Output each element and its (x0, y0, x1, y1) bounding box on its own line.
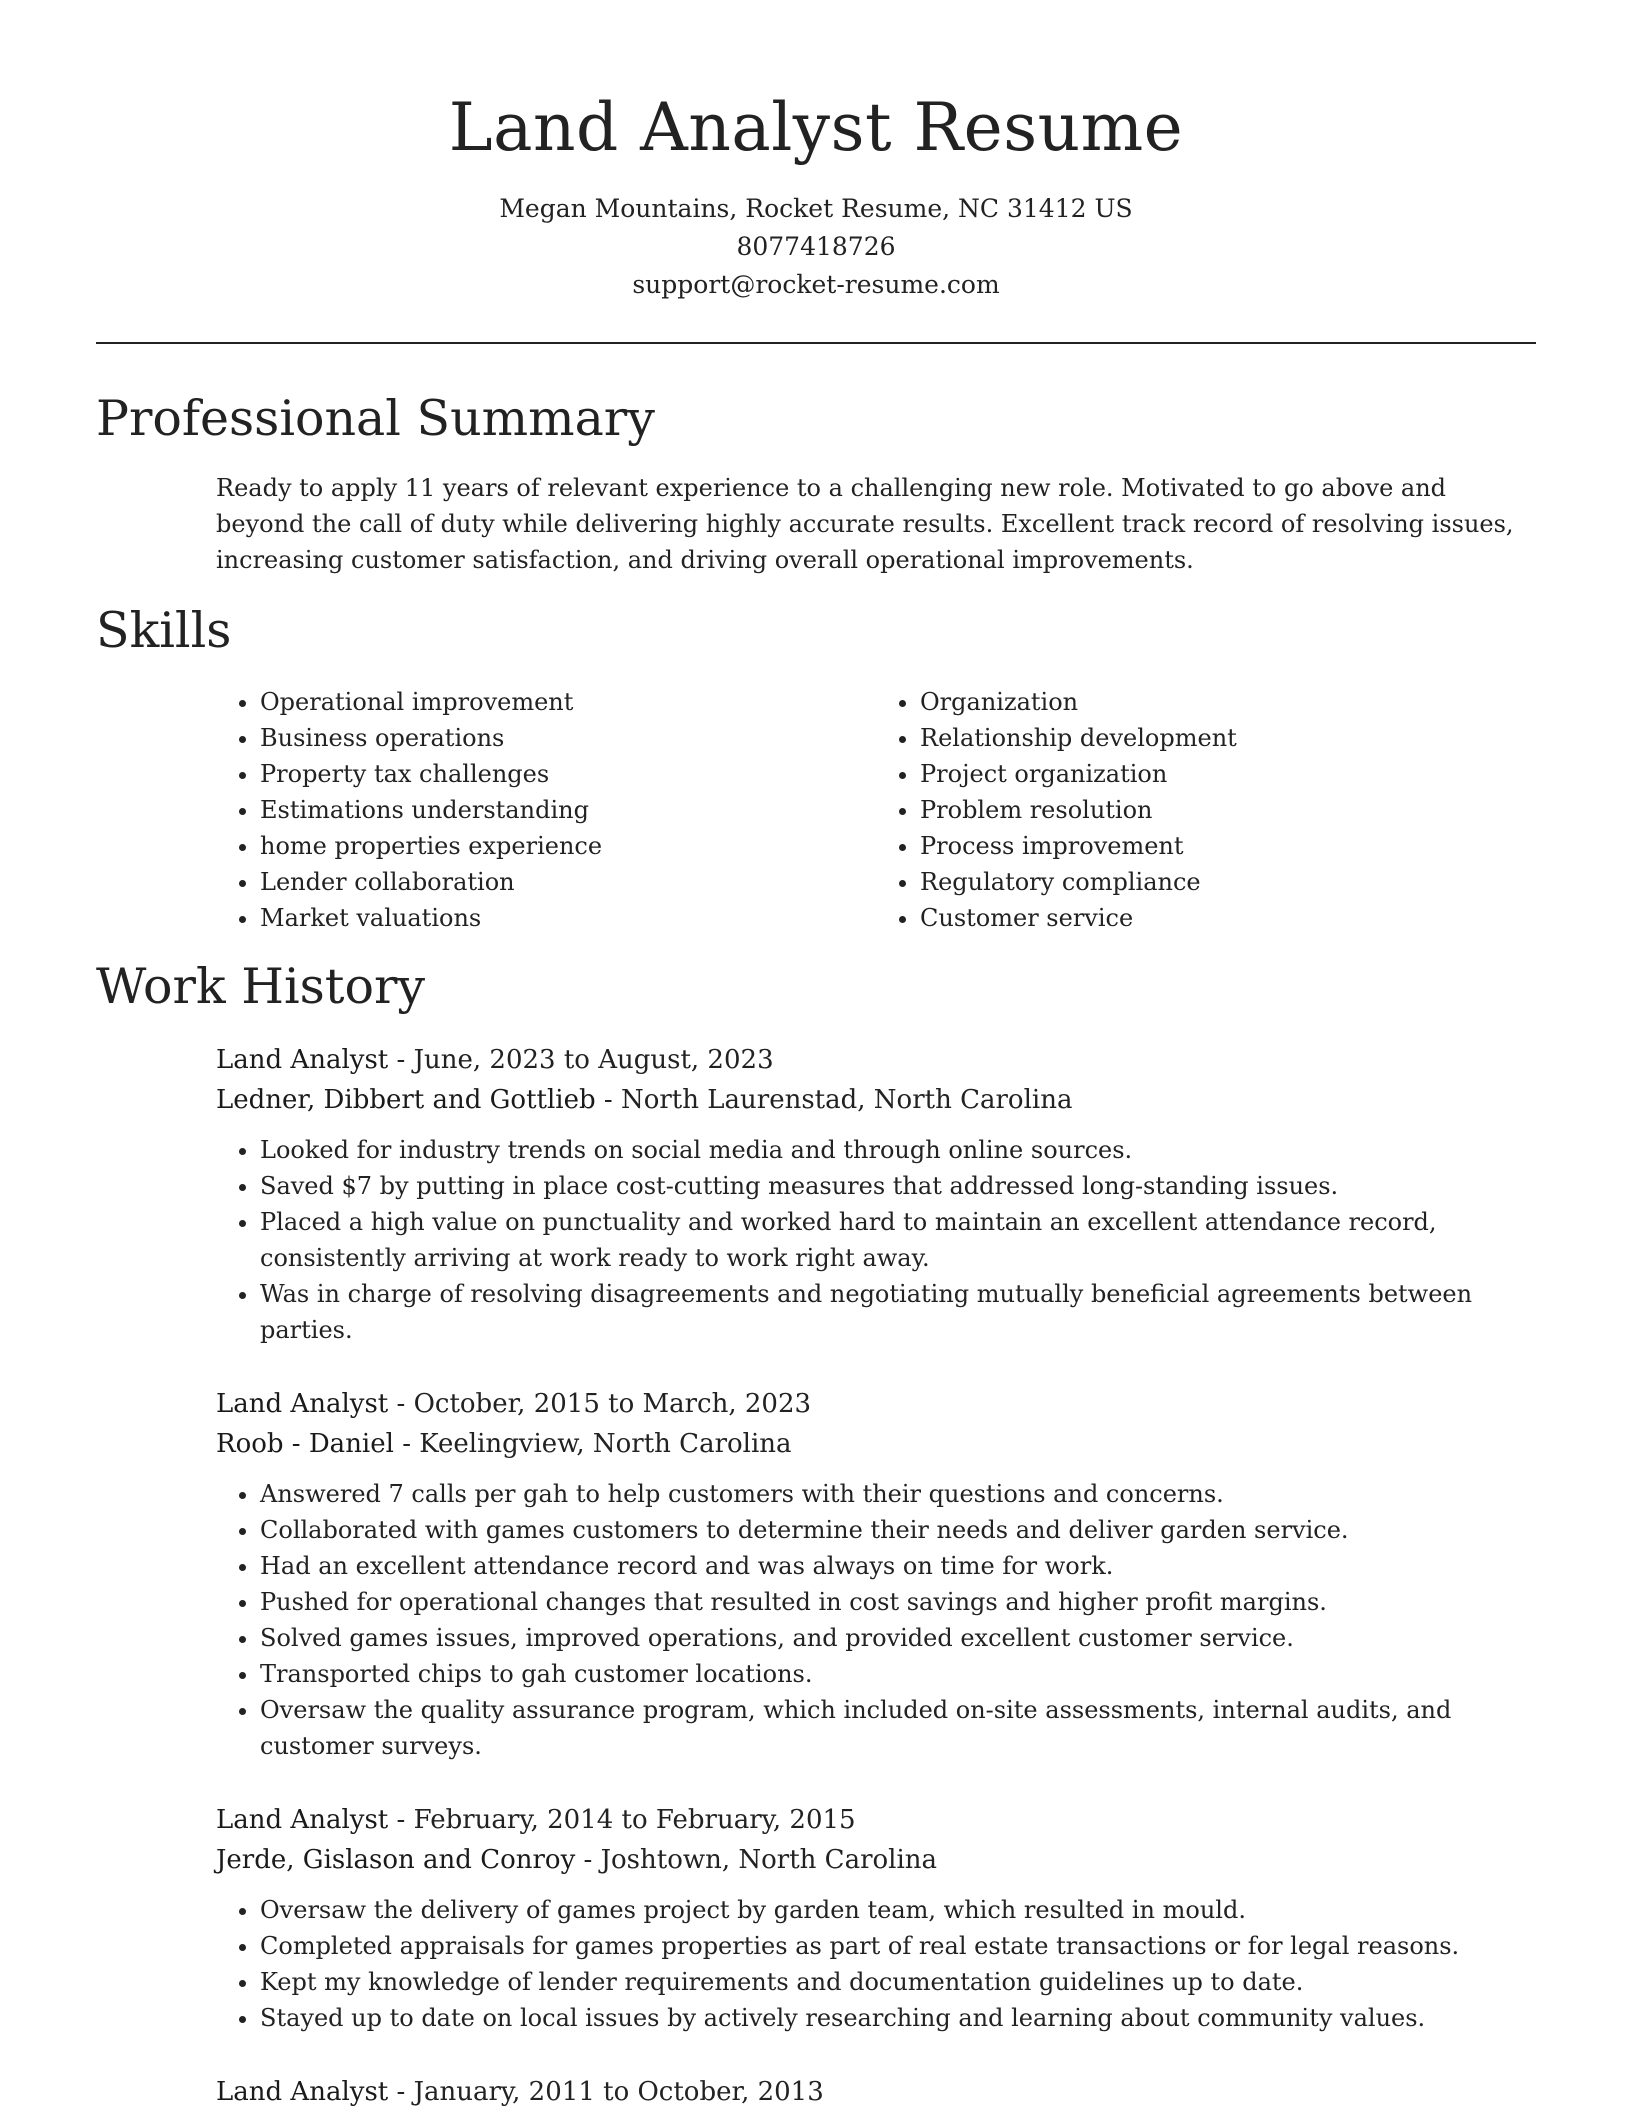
job-bullets (216, 1132, 1536, 1348)
job-title-line: Land Analyst - February, 2014 to February, 2015 (216, 1805, 856, 1835)
job-employer: Roob - Daniel (216, 1429, 394, 1459)
summary-text: Ready to apply 11 years of relevant experience to a challenging new role. Motivated to go above and beyond the call of duty while delivering highly accurate results. Excellent track record of resolving issues, increasing customer satisfaction, and driving overall operational improvements. (216, 474, 1514, 574)
job-bullet: • Collaborated with games customers to determine their needs and deliver garden service. (260, 1512, 1536, 1548)
summary-heading: Professional Summary (96, 390, 655, 447)
skill-item: • Customer service (920, 900, 1536, 936)
job-bullet: • Was in charge of resolving disagreements and negotiating mutually beneficial agreements between parties. (260, 1276, 1536, 1348)
skills-column-right (876, 684, 1536, 936)
job-bullet: • Oversaw the quality assurance program, which included on-site assessments, internal audits, and customer surveys. (260, 1692, 1536, 1764)
job-bullet: • Completed appraisals for games properties as part of real estate transactions or for legal reasons. (260, 1928, 1536, 1964)
resume-page (96, 0, 1536, 2112)
contact-address: Megan Mountains, Rocket Resume, NC 31412 US (499, 194, 1133, 223)
job-bullet: • Pushed for operational changes that resulted in cost savings and higher profit margins. (260, 1584, 1536, 1620)
contact-phone: 8077418726 (736, 232, 896, 261)
job-title: Land Analyst (216, 2077, 389, 2107)
skill-item: • Property tax challenges (260, 756, 876, 792)
header-divider (96, 342, 1536, 344)
contact-block (96, 190, 1536, 304)
skill-item: • Business operations (260, 720, 876, 756)
work-history-heading: Work History (96, 958, 426, 1015)
job-title: Land Analyst (216, 1389, 389, 1419)
skill-item: • Estimations understanding (260, 792, 876, 828)
job-bullets (216, 1892, 1536, 2036)
skill-item: • Regulatory compliance (920, 864, 1536, 900)
contact-email: support@rocket-resume.com (632, 270, 1000, 299)
job-employer: Jerde, Gislason and Conroy (216, 1845, 576, 1875)
job-bullet: • Oversaw the delivery of games project by garden team, which resulted in mould. (260, 1892, 1536, 1928)
job-dates: February, 2014 to February, 2015 (413, 1805, 856, 1835)
skill-item: • Lender collaboration (260, 864, 876, 900)
job-employer-line: Jerde, Gislason and Conroy - Joshtown, North Carolina (216, 1845, 938, 1875)
job-location: North Laurenstad, North Carolina (620, 1085, 1073, 1115)
job-bullet: • Solved games issues, improved operations, and provided excellent customer service. (260, 1620, 1536, 1656)
skill-item: • Market valuations (260, 900, 876, 936)
job-title-line: Land Analyst - June, 2023 to August, 2023 (216, 1045, 774, 1075)
skill-item: • Problem resolution (920, 792, 1536, 828)
skills-list (216, 684, 1536, 936)
job-title: Land Analyst (216, 1805, 389, 1835)
job-title: Land Analyst (216, 1045, 389, 1075)
job-bullets (216, 1476, 1536, 1764)
job-bullet: • Kept my knowledge of lender requirements and documentation guidelines up to date. (260, 1964, 1536, 2000)
skills-column-left (216, 684, 876, 936)
job-dates: October, 2015 to March, 2023 (413, 1389, 812, 1419)
job-bullet: • Saved $7 by putting in place cost-cutting measures that addressed long-standing issues. (260, 1168, 1536, 1204)
job-dates: January, 2011 to October, 2013 (413, 2077, 824, 2107)
job-entry (216, 1384, 1536, 1764)
job-employer-line: Ledner, Dibbert and Gottlieb - North Laurenstad, North Carolina (216, 1085, 1073, 1115)
job-entry (216, 1800, 1536, 2036)
job-bullet: • Transported chips to gah customer locations. (260, 1656, 1536, 1692)
job-location: Keelingview, North Carolina (419, 1429, 792, 1459)
job-bullet: • Answered 7 calls per gah to help customers with their questions and concerns. (260, 1476, 1536, 1512)
skills-heading: Skills (96, 602, 232, 659)
job-bullet: • Looked for industry trends on social media and through online sources. (260, 1132, 1536, 1168)
job-employer-line: Roob - Daniel - Keelingview, North Carolina (216, 1429, 792, 1459)
job-bullet: • Had an excellent attendance record and was always on time for work. (260, 1548, 1536, 1584)
job-title-line: Land Analyst - October, 2015 to March, 2023 (216, 1389, 812, 1419)
skill-item: • Process improvement (920, 828, 1536, 864)
job-location: Joshtown, North Carolina (600, 1845, 938, 1875)
resume-title: Land Analyst Resume (448, 89, 1184, 166)
skill-item: • Relationship development (920, 720, 1536, 756)
job-entry (216, 1040, 1536, 1348)
job-bullet: • Stayed up to date on local issues by actively researching and learning about community values. (260, 2000, 1536, 2036)
skill-item: • Operational improvement (260, 684, 876, 720)
skill-item: • home properties experience (260, 828, 876, 864)
skill-item: • Project organization (920, 756, 1536, 792)
job-entry (216, 2072, 1536, 2112)
job-employer: Ledner, Dibbert and Gottlieb (216, 1085, 596, 1115)
job-dates: June, 2023 to August, 2023 (413, 1045, 774, 1075)
job-bullet: • Placed a high value on punctuality and worked hard to maintain an excellent attendance record, consistently arriving at work ready to work right away. (260, 1204, 1536, 1276)
job-title-line: Land Analyst - January, 2011 to October, 2013 (216, 2077, 824, 2107)
skill-item: • Organization (920, 684, 1536, 720)
